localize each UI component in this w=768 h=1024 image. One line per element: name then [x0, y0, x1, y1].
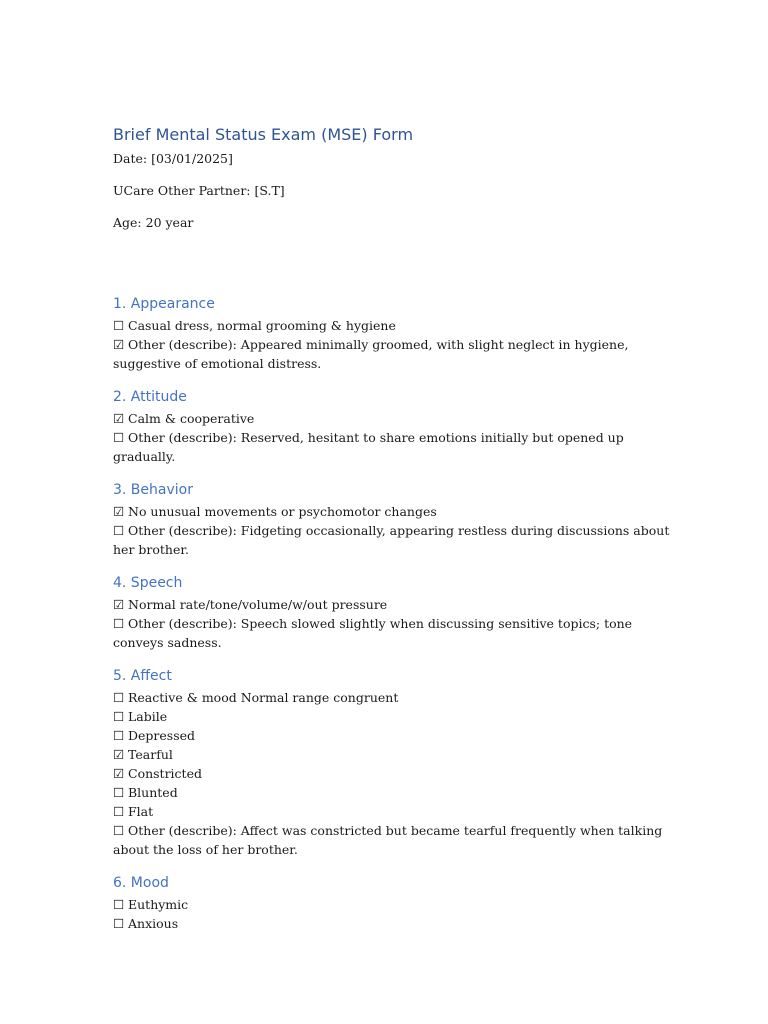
checklist-item [113, 821, 673, 859]
section-heading: 3. Behavior [113, 482, 193, 498]
checkbox[interactable]: ☑ [113, 504, 125, 519]
item-label: Euthymic [128, 897, 189, 912]
section-attitude [113, 387, 673, 466]
checklist-item [113, 335, 673, 373]
item-label: Blunted [128, 785, 178, 800]
checklist-item [113, 614, 673, 652]
item-label: Labile [128, 709, 168, 724]
checkbox[interactable]: ☑ [113, 337, 125, 352]
section-affect [113, 666, 673, 859]
checklist-item [113, 764, 673, 783]
section-heading: 2. Attitude [113, 389, 187, 405]
checkbox[interactable]: ☐ [113, 709, 125, 724]
checklist-item [113, 726, 673, 745]
checklist-item [113, 783, 673, 802]
checklist-item [113, 316, 673, 335]
checkbox[interactable]: ☐ [113, 690, 125, 705]
checklist-item [113, 707, 673, 726]
item-label: Flat [128, 804, 154, 819]
checklist-item [113, 502, 673, 521]
checkbox[interactable]: ☐ [113, 897, 125, 912]
checkbox[interactable]: ☑ [113, 766, 125, 781]
age-line: Age: 20 year [113, 215, 194, 230]
item-label: Constricted [128, 766, 202, 781]
checklist-item [113, 688, 673, 707]
item-label: Depressed [128, 728, 196, 743]
section-behavior [113, 480, 673, 559]
section-speech [113, 573, 673, 652]
item-label: Other (describe): Reserved, hesitant to share emotions initially but opened up gradually. [113, 430, 624, 464]
item-label: Other (describe): Speech slowed slightly when discussing sensitive topics; tone conveys sadness. [113, 616, 633, 650]
partner-line: UCare Other Partner: [S.T] [113, 183, 285, 198]
checkbox[interactable]: ☐ [113, 523, 125, 538]
checklist-item [113, 409, 673, 428]
checklist-item [113, 914, 673, 933]
checkbox[interactable]: ☑ [113, 597, 125, 612]
document-body [113, 124, 673, 947]
section-appearance [113, 294, 673, 373]
document-title: Brief Mental Status Exam (MSE) Form [113, 125, 414, 144]
item-label: Normal rate/tone/volume/w/out pressure [128, 597, 388, 612]
checklist-item [113, 802, 673, 821]
checkbox[interactable]: ☐ [113, 804, 125, 819]
checkbox[interactable]: ☐ [113, 823, 125, 838]
item-label: Casual dress, normal grooming & hygiene [128, 318, 396, 333]
checkbox[interactable]: ☐ [113, 616, 125, 631]
item-label: Reactive & mood Normal range congruent [128, 690, 399, 705]
item-label: Other (describe): Appeared minimally groomed, with slight neglect in hygiene, suggestive of emotional distress. [113, 337, 629, 371]
checklist-item [113, 521, 673, 559]
item-label: Other (describe): Affect was constricted but became tearful frequently when talking about the loss of her brother. [113, 823, 663, 857]
checkbox[interactable]: ☐ [113, 916, 125, 931]
section-mood [113, 873, 673, 933]
item-label: Anxious [128, 916, 179, 931]
section-heading: 4. Speech [113, 575, 183, 591]
section-heading: 6. Mood [113, 875, 169, 891]
item-label: Tearful [128, 747, 173, 762]
checklist-item [113, 895, 673, 914]
section-heading: 1. Appearance [113, 296, 215, 312]
checkbox[interactable]: ☑ [113, 747, 125, 762]
date-line: Date: [03/01/2025] [113, 151, 233, 166]
checkbox[interactable]: ☐ [113, 785, 125, 800]
checklist-item [113, 595, 673, 614]
item-label: Calm & cooperative [128, 411, 255, 426]
section-heading: 5. Affect [113, 668, 172, 684]
checkbox[interactable]: ☐ [113, 728, 125, 743]
checklist-item [113, 428, 673, 466]
checkbox[interactable]: ☐ [113, 318, 125, 333]
item-label: No unusual movements or psychomotor changes [128, 504, 437, 519]
checkbox[interactable]: ☑ [113, 411, 125, 426]
checklist-item [113, 745, 673, 764]
checkbox[interactable]: ☐ [113, 430, 125, 445]
blank-space [113, 246, 673, 294]
item-label: Other (describe): Fidgeting occasionally, appearing restless during discussions about her brother. [113, 523, 670, 557]
